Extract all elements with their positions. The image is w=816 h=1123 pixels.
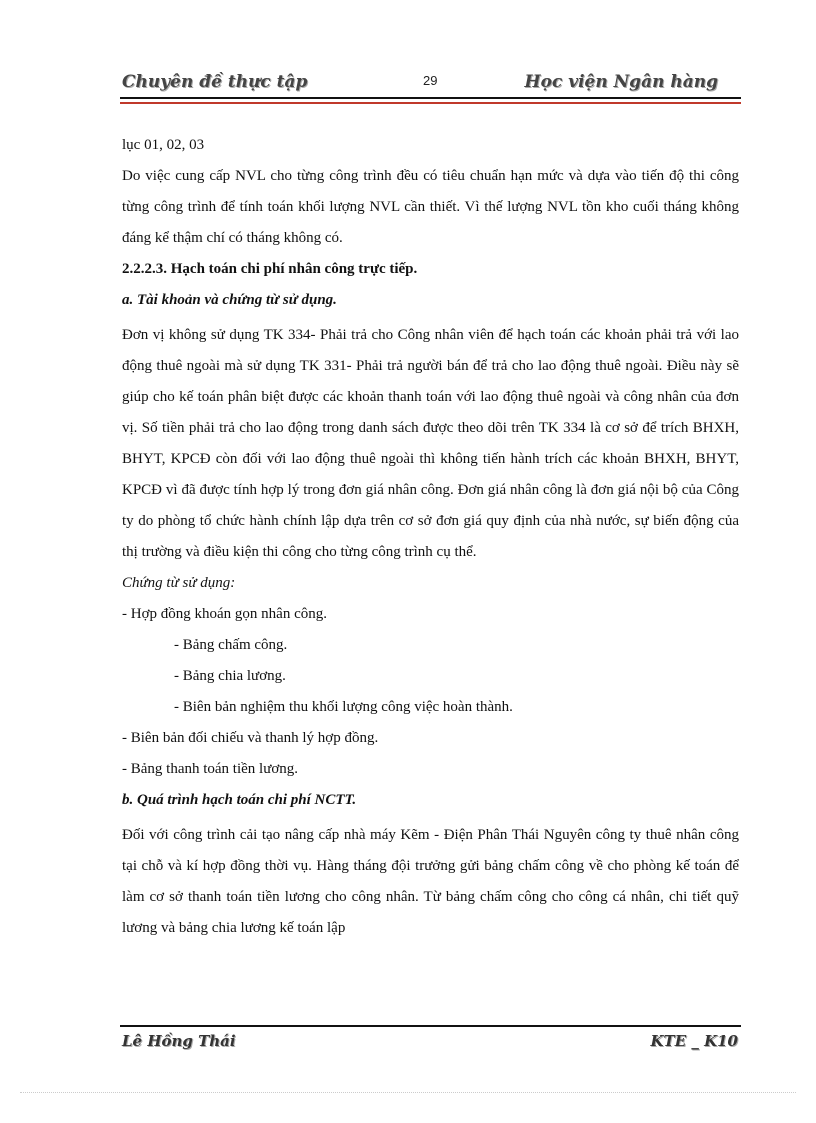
header-rule-accent (120, 102, 741, 104)
footer-rule (120, 1025, 741, 1027)
document-item: - Hợp đồng khoán gọn nhân công. (122, 606, 327, 622)
document-item: - Bảng thanh toán tiền lương. (122, 761, 299, 777)
document-item: - Bảng chia lương. (174, 668, 286, 684)
documents-label: Chứng từ sử dụng: (122, 575, 236, 591)
header-rule (120, 97, 741, 99)
paragraph-process: Đối với công trình cải tạo nâng cấp nhà máy Kẽm - Điện Phân Thái Nguyên công ty thuê nhân công tại chỗ và kí hợp đồng thời vụ. Hàng tháng đội trưởng gửi bảng chấm công về cho phòng kế toán để làm cơ sở thanh toán tiền lương cho công nhân. Từ bảng chấm công cho công cá nhân, chi tiết quỹ lương và bảng chia lương kế toán lập (122, 827, 739, 936)
footer-class: KTE _ K10 (650, 1032, 738, 1050)
page-body (122, 130, 739, 944)
paragraph-continuation: lục 01, 02, 03 (122, 137, 205, 153)
footer-author: Lê Hồng Thái (122, 1032, 236, 1050)
page-number: 29 (423, 73, 438, 88)
document-item: - Biên bản đối chiếu và thanh lý hợp đồng. (122, 730, 379, 746)
header-title-right: Học viện Ngân hàng (524, 72, 718, 92)
page-bottom-border (20, 1092, 796, 1093)
subheading-b: b. Quá trình hạch toán chi phí NCTT. (122, 792, 357, 808)
document-item: - Bảng chấm công. (174, 637, 288, 653)
paragraph-nvl: Do việc cung cấp NVL cho từng công trình đều có tiêu chuẩn hạn mức và dựa vào tiến độ thi công từng công trình để tính toán khối lượng NVL cần thiết. Vì thế lượng NVL tồn kho cuối tháng không đáng kể thậm chí có tháng không có. (122, 168, 739, 246)
document-item: - Biên bản nghiệm thu khối lượng công việc hoàn thành. (174, 699, 513, 715)
paragraph-accounts: Đơn vị không sử dụng TK 334- Phải trả cho Công nhân viên để hạch toán các khoản phải trả với lao động thuê ngoài mà sử dụng TK 331- Phải trả người bán để trả cho lao động thuê ngoài. Điều này sẽ giúp cho kế toán phân biệt được các khoản thanh toán với lao động thuê ngoài và công nhân của đơn vị. Số tiền phải trả cho lao động trong danh sách được theo dõi trên TK 334 là cơ sở để trích BHXH, BHYT, KPCĐ còn đối với lao động thuê ngoài thì không tiến hành trích các khoản BHXH, BHYT, KPCĐ vì đã được tính hợp lý trong đơn giá nhân công. Đơn giá nhân công là đơn giá nội bộ của Công ty do phòng tổ chức hành chính lập dựa trên cơ sở đơn giá quy định của nhà nước, sự biến động của thị trường và điều kiện thi công cho từng công trình cụ thể. (122, 327, 739, 560)
header-title-left: Chuyên đề thực tập (122, 72, 308, 92)
section-heading: 2.2.2.3. Hạch toán chi phí nhân công trực tiếp. (122, 261, 418, 277)
subheading-a: a. Tài khoản và chứng từ sử dụng. (122, 292, 337, 308)
